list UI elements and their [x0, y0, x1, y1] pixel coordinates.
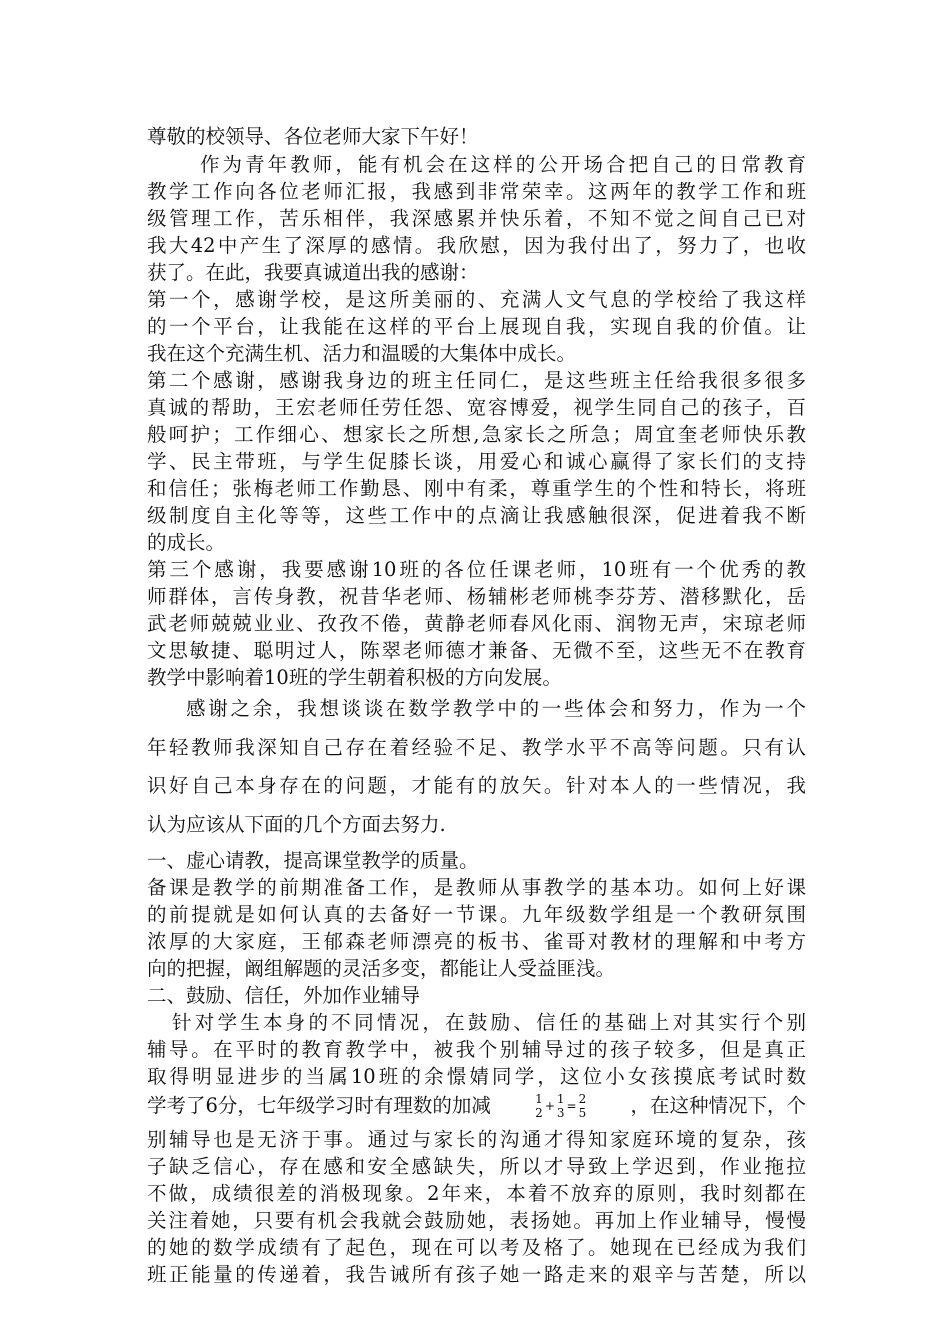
thanks2-line: 和信任；张梅老师工作勤恳、刚中有柔，尊重学生的个性和特长，将班 — [147, 477, 806, 500]
thanks2-line: 第二个感谢，感谢我身边的班主任同仁，是这些班主任给我很多很多 — [147, 369, 806, 392]
section1-line: 备课是教学的前期准备工作，是教师从事教学的基本功。如何上好课 — [147, 876, 806, 899]
section1-line: 向的把握，阚组解题的灵活多变，都能让人受益匪浅。 — [147, 957, 616, 980]
intro-line: 我大42中产生了深厚的感情。我欣慰，因为我付出了，努力了，也收 — [147, 234, 806, 257]
section2-line: 关注着她，只要有机会我就会鼓励她，表扬她。再加上作业辅导，慢慢 — [147, 1209, 806, 1232]
thanks3-line: 文思敏捷、聪明过人，陈翠老师德才兼备、无微不至，这些无不在教育 — [147, 639, 806, 662]
fraction-expression — [534, 1092, 587, 1120]
thanks2-line: 的成长。 — [147, 531, 226, 554]
section1-line: 浓厚的大家庭，王郁森老师漂亮的板书、雀哥对教材的理解和中考方 — [147, 930, 806, 953]
formula-line — [147, 1092, 806, 1120]
formula-text-before: 学考了6分，七年级学习时有理数的加减 — [147, 1094, 491, 1118]
intro-line: 作为青年教师，能有机会在这样的公开场合把自己的日常教育 — [200, 153, 806, 176]
section1-heading: 一、虚心请教，提高课堂教学的质量。 — [147, 849, 479, 872]
reflection-line: 识好自己本身存在的问题，才能有的放矢。针对本人的一些情况，我 — [147, 774, 806, 797]
section2-line: 辅导。在平时的教育教学中，被我个别辅导过的孩子较多，但是真正 — [147, 1038, 806, 1061]
formula-text-after: ，在这种情况下，个 — [630, 1094, 806, 1118]
plus-sign: + — [544, 1099, 555, 1113]
thanks3-line: 第三个感谢，我要感谢10班的各位任课老师，10班有一个优秀的教 — [147, 558, 806, 581]
equals-sign: = — [566, 1099, 577, 1113]
greeting-line: 尊敬的校领导、各位老师大家下午好！ — [147, 125, 479, 148]
fraction-numerator: 1 — [556, 1092, 565, 1106]
reflection-line: 认为应该从下面的几个方面去努力. — [147, 813, 446, 836]
thanks2-line: 真诚的帮助，王宏老师任劳任怨、宽容博爱，视学生同自己的孩子，百 — [147, 396, 806, 419]
section2-line: 的她的数学成绩有了起色，现在可以考及格了。她现在已经成为我们 — [147, 1236, 806, 1259]
section1-line: 的前提就是如何认真的去备好一节课。九年级数学组是一个教研氛围 — [147, 903, 806, 926]
fraction-denominator: 5 — [578, 1106, 587, 1120]
section2-line: 针对学生本身的不同情况，在鼓励、信任的基础上对其实行个别 — [172, 1011, 806, 1034]
section2-line: 取得明显进步的当属10班的余憬婧同学，这位小女孩摸底考试时数 — [147, 1065, 806, 1088]
reflection-line: 年轻教师我深知自己存在着经验不足、教学水平不高等问题。只有认 — [147, 736, 806, 759]
section2-line: 班正能量的传递着，我告诫所有孩子她一路走来的艰辛与苦楚，所以 — [147, 1263, 806, 1286]
fraction-one-half — [535, 1092, 543, 1120]
thanks3-line: 师群体，言传身教，祝昔华老师、杨辅彬老师桃李芬芳、潜移默化，岳 — [147, 585, 806, 608]
section2-line: 别辅导也是无济于事。通过与家长的沟通才得知家庭环境的复杂，孩 — [147, 1128, 806, 1151]
intro-line: 获了。在此，我要真诚道出我的感谢： — [147, 261, 479, 284]
fraction-numerator: 2 — [578, 1092, 587, 1106]
fraction-one-third — [557, 1092, 565, 1120]
fraction-denominator: 2 — [535, 1106, 543, 1120]
intro-line: 教学工作向各位老师汇报，我感到非常荣幸。这两年的教学工作和班 — [147, 180, 806, 203]
thanks2-line: 学、民主带班，与学生促膝长谈，用爱心和诚心赢得了家长们的支持 — [147, 450, 806, 473]
intro-line: 级管理工作，苦乐相伴，我深感累并快乐着，不知不觉之间自己已对 — [147, 207, 806, 230]
fraction-denominator: 3 — [556, 1106, 565, 1120]
thanks2-line: 般呵护；工作细心、想家长之所想,急家长之所急；周宜奎老师快乐教 — [147, 423, 806, 446]
thanks3-line: 教学中影响着10班的学生朝着积极的方向发展。 — [147, 666, 562, 689]
section2-heading: 二、鼓励、信任，外加作业辅导 — [147, 984, 421, 1007]
fraction-two-fifths — [579, 1092, 587, 1120]
thanks1-line: 我在这个充满生机、活力和温暖的大集体中成长。 — [147, 342, 577, 365]
thanks2-line: 级制度自主化等等，这些工作中的点滴让我感触很深，促进着我不断 — [147, 504, 806, 527]
thanks3-line: 武老师兢兢业业、孜孜不倦，黄静老师春风化雨、润物无声，宋琼老师 — [147, 612, 806, 635]
fraction-numerator: 1 — [535, 1092, 543, 1106]
section2-line: 子缺乏信心，存在感和安全感缺失，所以才导致上学迟到，作业拖拉 — [147, 1155, 806, 1178]
reflection-line: 感谢之余，我想谈谈在数学教学中的一些体会和努力，作为一个 — [186, 697, 806, 720]
thanks1-line: 的一个平台，让我能在这样的平台上展现自我，实现自我的价值。让 — [147, 315, 806, 338]
thanks1-line: 第一个，感谢学校，是这所美丽的、充满人文气息的学校给了我这样 — [147, 288, 806, 311]
section2-line: 不做，成绩很差的消极现象。2年来，本着不放弃的原则，我时刻都在 — [147, 1182, 806, 1205]
